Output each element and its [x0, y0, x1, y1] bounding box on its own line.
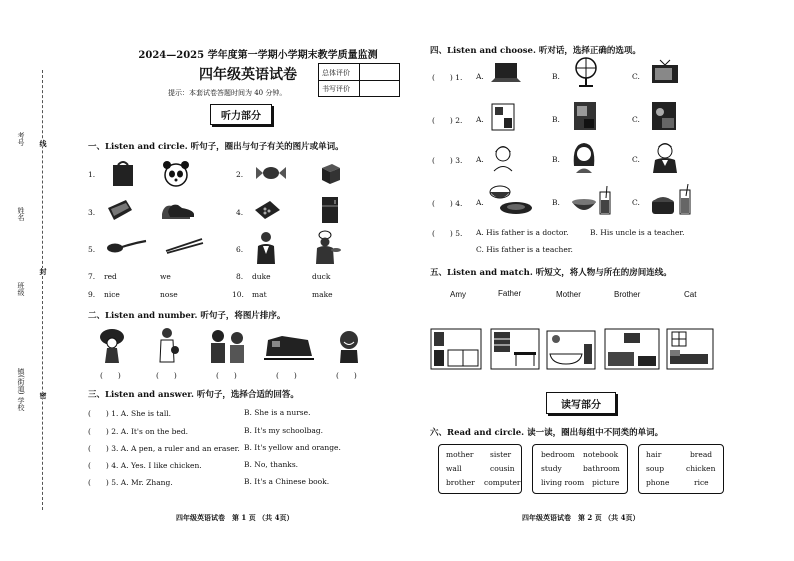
footer-page-2: 四年级英语试卷 第 2 页 （共 4页）	[522, 513, 640, 522]
sec6-title: 六、Read and circle. 读一读，圈出每组中不同类的单词。	[430, 428, 664, 438]
girl-face-picture	[570, 140, 598, 174]
bedroom-picture[interactable]	[666, 328, 714, 370]
doctor-picture[interactable]	[254, 230, 278, 266]
notebook-picture[interactable]	[106, 198, 134, 222]
sec1-word-red[interactable]: red	[104, 272, 117, 281]
sec4-q2-num[interactable]: ( ) 2.	[432, 116, 463, 125]
sidebar-seal-mark: 封	[39, 268, 48, 275]
sec6-g2-w3[interactable]: study	[541, 464, 562, 473]
sidebar-exam-no: 考号	[17, 132, 25, 146]
basketball-boy-picture	[154, 326, 180, 366]
sec6-g3-w2[interactable]: bread	[690, 450, 713, 459]
sec1-num-1: 1.	[88, 170, 96, 179]
sec3-row4-a[interactable]: ( ) 4. A. Yes. I like chicken.	[88, 461, 202, 470]
score-writing-label: 书写评价	[322, 85, 350, 93]
sec1-word-duke[interactable]: duke	[252, 272, 271, 281]
sec5-name-father[interactable]: Father	[498, 289, 522, 298]
rice-and-fish-picture	[486, 182, 534, 218]
chopsticks-picture[interactable]	[164, 236, 204, 254]
sec1-word-we[interactable]: we	[160, 272, 171, 281]
sec2-blank-4[interactable]: ( )	[276, 371, 297, 380]
sec6-g2-w1[interactable]: bedroom	[541, 450, 575, 459]
sec4-q4-a[interactable]: A.	[476, 198, 484, 207]
listening-banner-text: 听力部分	[221, 111, 261, 122]
smiling-boy-picture	[334, 328, 364, 364]
sec3-row5-b[interactable]: B. It's a Chinese book.	[244, 477, 330, 486]
living-room-picture[interactable]	[604, 328, 660, 370]
sec6-g3-w1[interactable]: hair	[646, 450, 662, 459]
exam-tip: 提示：本套试卷答题时间为 40 分钟。	[168, 89, 287, 97]
sec6-g3-w4[interactable]: chicken	[686, 464, 716, 473]
sec4-q1-c[interactable]: C.	[632, 72, 640, 81]
sec4-q3-a[interactable]: A.	[476, 155, 484, 164]
sec1-word-duck[interactable]: duck	[312, 272, 331, 281]
sec1-num-8: 8.	[236, 272, 244, 281]
reading-banner-text: 读写部分	[561, 399, 601, 411]
sec4-q5-a[interactable]: A. His father is a doctor.	[476, 228, 569, 237]
study-picture[interactable]	[490, 328, 540, 370]
man-face-picture	[650, 138, 680, 174]
sec4-q5-c[interactable]: C. His father is a teacher.	[476, 245, 573, 254]
sec6-g1-w6[interactable]: computer	[484, 478, 521, 487]
sec4-q3-num[interactable]: ( ) 3.	[432, 156, 463, 165]
footer-page-1: 四年级英语试卷 第 1 页 （共 4页）	[176, 513, 294, 522]
boy-face-picture	[490, 140, 516, 172]
sec5-name-brother[interactable]: Brother	[614, 290, 641, 299]
sec4-q3-b[interactable]: B.	[552, 155, 560, 164]
bread-and-milk-picture	[650, 184, 696, 218]
sec5-title: 五、Listen and match. 听短文，将人物与所在的房间连线。	[430, 268, 672, 278]
sec6-g3-w5[interactable]: phone	[646, 478, 670, 487]
room-a-picture	[490, 102, 516, 132]
sec4-q4-num[interactable]: ( ) 4.	[432, 199, 463, 208]
sec1-num-3: 3.	[88, 208, 96, 217]
sec6-g1-w3[interactable]: wall	[446, 464, 462, 473]
listening-banner	[210, 104, 272, 125]
sec6-g3-w3[interactable]: soup	[646, 464, 664, 473]
sec2-blank-2[interactable]: ( )	[156, 371, 177, 380]
panda-picture[interactable]	[160, 158, 192, 190]
score-total-label: 总体评价	[322, 69, 350, 77]
sec1-num-7: 7.	[88, 272, 96, 281]
noodles-and-drink-picture	[570, 184, 616, 218]
room-c-picture	[650, 100, 678, 132]
tv-picture	[650, 58, 680, 86]
sec4-q4-c[interactable]: C.	[632, 198, 640, 207]
sec6-g3-w6[interactable]: rice	[694, 478, 709, 487]
binding-sidebar	[0, 0, 60, 561]
sec4-q1-num[interactable]: ( ) 1.	[432, 73, 463, 82]
sec4-q2-c[interactable]: C.	[632, 115, 640, 124]
bag-picture[interactable]	[110, 160, 136, 188]
phone-picture[interactable]	[252, 198, 282, 222]
sec3-row3-b[interactable]: B. It's yellow and orange.	[244, 443, 341, 452]
sec2-blank-5[interactable]: ( )	[336, 371, 357, 380]
sec6-g2-w5[interactable]: living room	[541, 478, 585, 487]
sidebar-dashed-line	[42, 70, 43, 510]
sec3-row2-b[interactable]: B. It's my schoolbag.	[244, 426, 324, 435]
sec3-row1-a[interactable]: ( ) 1. A. She is tall.	[88, 409, 172, 418]
sec3-row5-a[interactable]: ( ) 5. A. Mr. Zhang.	[88, 478, 173, 487]
sidebar-line-mark: 线	[39, 140, 48, 147]
sidebar-class: 班级	[17, 282, 25, 296]
sec3-row4-b[interactable]: B. No, thanks.	[244, 460, 299, 469]
sec4-q5-num[interactable]: ( ) 5.	[432, 229, 463, 238]
sec1-num-4: 4.	[236, 208, 244, 217]
sec4-q2-b[interactable]: B.	[552, 115, 560, 124]
sec2-blank-1[interactable]: ( )	[100, 371, 121, 380]
sec6-g2-w6[interactable]: picture	[592, 478, 620, 487]
spoon-picture[interactable]	[106, 238, 148, 254]
sec3-row3-a[interactable]: ( ) 3. A. A pen, a ruler and an eraser.	[88, 444, 240, 453]
sec6-g2-w4[interactable]: bathroom	[583, 464, 620, 473]
exam-subtitle: 四年级英语试卷	[199, 67, 297, 83]
sec5-name-cat[interactable]: Cat	[684, 290, 697, 299]
sec4-q1-b[interactable]: B.	[552, 72, 560, 81]
sidebar-school: 镇(街道) 学校	[17, 368, 25, 411]
sec1-word-nose[interactable]: nose	[160, 290, 178, 299]
sec1-word-make[interactable]: make	[312, 290, 333, 299]
fridge-picture[interactable]	[318, 195, 342, 225]
sec6-g1-w2[interactable]: sister	[490, 450, 512, 459]
candy-picture[interactable]	[256, 164, 286, 182]
sec2-blank-3[interactable]: ( )	[216, 371, 237, 380]
mushroom-girl-picture	[98, 328, 126, 364]
score-table	[318, 63, 400, 97]
sec1-num-10: 10.	[232, 290, 244, 299]
laptop-picture	[490, 60, 522, 86]
box-picture[interactable]	[318, 160, 342, 186]
sec4-q4-b[interactable]: B.	[552, 198, 560, 207]
sec4-q3-c[interactable]: C.	[632, 155, 640, 164]
sec4-q1-a[interactable]: A.	[476, 72, 484, 81]
sec6-g1-w1[interactable]: mother	[446, 450, 474, 459]
cook-picture[interactable]	[310, 230, 342, 266]
sec4-q2-a[interactable]: A.	[476, 115, 484, 124]
sec1-word-mat[interactable]: mat	[252, 290, 267, 299]
sec3-row2-a[interactable]: ( ) 2. A. It's on the bed.	[88, 427, 189, 436]
sec3-title: 三、Listen and answer. 听句子，选择合适的回答。	[88, 390, 299, 400]
reading-banner	[546, 392, 616, 414]
sec1-num-2: 2.	[236, 170, 244, 179]
sec6-g2-w2[interactable]: notebook	[583, 450, 619, 459]
sec6-g1-w4[interactable]: cousin	[490, 464, 515, 473]
sec1-num-6: 6.	[236, 245, 244, 254]
sidebar-name: 姓名	[17, 207, 25, 221]
sec1-word-nice[interactable]: nice	[104, 290, 120, 299]
room-b-picture	[572, 100, 598, 132]
sec4-q5-b[interactable]: B. His uncle is a teacher.	[590, 228, 685, 237]
train-picture	[264, 332, 314, 362]
sec2-title: 二、Listen and number. 听句子，将图片排序。	[88, 311, 286, 321]
sec5-name-mother[interactable]: Mother	[556, 290, 581, 299]
bathroom-picture[interactable]	[546, 330, 596, 370]
sec4-title: 四、Listen and choose. 听对话，选择正确的选项。	[430, 46, 641, 56]
sec1-num-9: 9.	[88, 290, 96, 299]
shoes-picture[interactable]	[160, 198, 196, 222]
sec1-num-5: 5.	[88, 245, 96, 254]
sidebar-secret-mark: 密	[39, 392, 48, 399]
kitchen-picture[interactable]	[430, 328, 482, 370]
exam-title: 2024—2025 学年度第一学期小学期末教学质量监测	[138, 50, 378, 61]
fan-picture	[572, 56, 600, 88]
sec3-row1-b[interactable]: B. She is a nurse.	[244, 408, 311, 417]
sec6-g1-w5[interactable]: brother	[446, 478, 475, 487]
sec5-name-amy[interactable]: Amy	[450, 290, 466, 299]
two-kids-picture	[206, 328, 250, 364]
sec1-title: 一、Listen and circle. 听句子，圈出与句子有关的图片或单词。	[88, 142, 344, 152]
